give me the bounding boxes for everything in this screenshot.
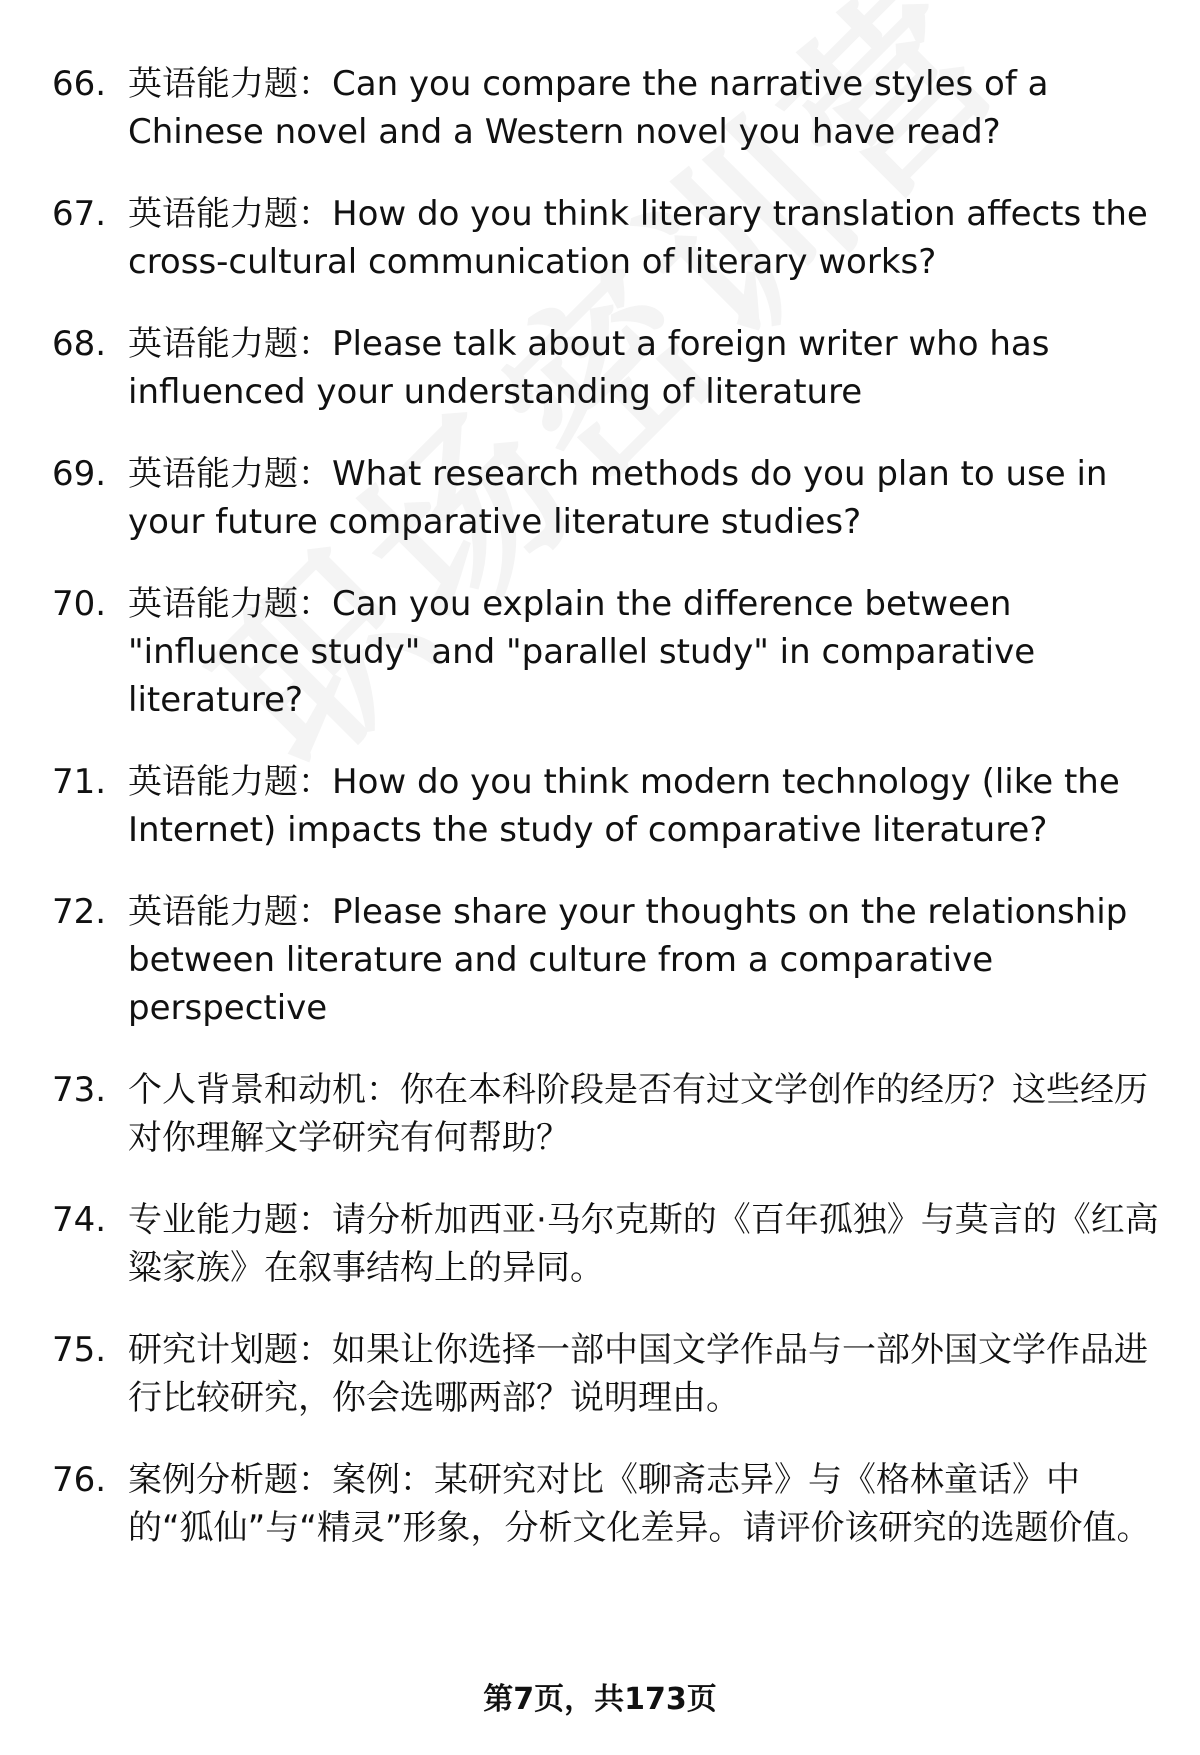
question-text: 英语能力题：Please share your thoughts on the relationship between literature and culture from a comparative perspective — [128, 892, 1128, 1028]
question-list — [52, 60, 1160, 1586]
question-number: 73. — [52, 1070, 107, 1110]
question-number: 67. — [52, 194, 107, 234]
question-item — [52, 190, 1160, 286]
question-text: 英语能力题：What research methods do you plan to use in your future comparative literature studies? — [128, 454, 1108, 542]
question-number: 69. — [52, 454, 107, 494]
question-text: 案例分析题：案例：某研究对比《聊斋志异》与《格林童话》中的“狐仙”与“精灵”形象，分析文化差异。请评价该研究的选题价值。 — [128, 1460, 1151, 1548]
question-text: 个人背景和动机：你在本科阶段是否有过文学创作的经历？这些经历对你理解文学研究有何帮助？ — [128, 1070, 1148, 1158]
question-number: 76. — [52, 1460, 107, 1500]
page-number-label: 第7页，共173页 — [483, 1682, 717, 1717]
question-number: 68. — [52, 324, 107, 364]
question-text: 英语能力题：How do you think modern technology (like the Internet) impacts the study of comparative literature? — [128, 762, 1120, 850]
question-number: 74. — [52, 1200, 107, 1240]
question-item — [52, 1196, 1160, 1292]
question-item — [52, 450, 1160, 546]
question-text: 英语能力题：How do you think literary translation affects the cross-cultural communication of literary works? — [128, 194, 1148, 282]
question-number: 70. — [52, 584, 107, 624]
question-text: 研究计划题：如果让你选择一部中国文学作品与一部外国文学作品进行比较研究，你会选哪两部？说明理由。 — [128, 1330, 1148, 1418]
question-text: 英语能力题：Can you explain the difference between "influence study" and "parallel study" in comparative literature? — [128, 584, 1036, 720]
question-item — [52, 580, 1160, 724]
question-item — [52, 888, 1160, 1032]
question-item — [52, 1066, 1160, 1162]
question-text: 专业能力题：请分析加西亚·马尔克斯的《百年孤独》与莫言的《红高粱家族》在叙事结构上的异同。 — [128, 1200, 1159, 1288]
question-item — [52, 1456, 1160, 1552]
page-footer — [0, 1680, 1200, 1720]
question-number: 75. — [52, 1330, 107, 1370]
question-item — [52, 60, 1160, 156]
question-number: 66. — [52, 64, 107, 104]
question-number: 71. — [52, 762, 107, 802]
question-item — [52, 1326, 1160, 1422]
question-item — [52, 320, 1160, 416]
question-text: 英语能力题：Please talk about a foreign writer who has influenced your understanding of literature — [128, 324, 1050, 412]
question-item — [52, 758, 1160, 854]
question-number: 72. — [52, 892, 107, 932]
question-text: 英语能力题：Can you compare the narrative styles of a Chinese novel and a Western novel you have read? — [128, 64, 1049, 152]
